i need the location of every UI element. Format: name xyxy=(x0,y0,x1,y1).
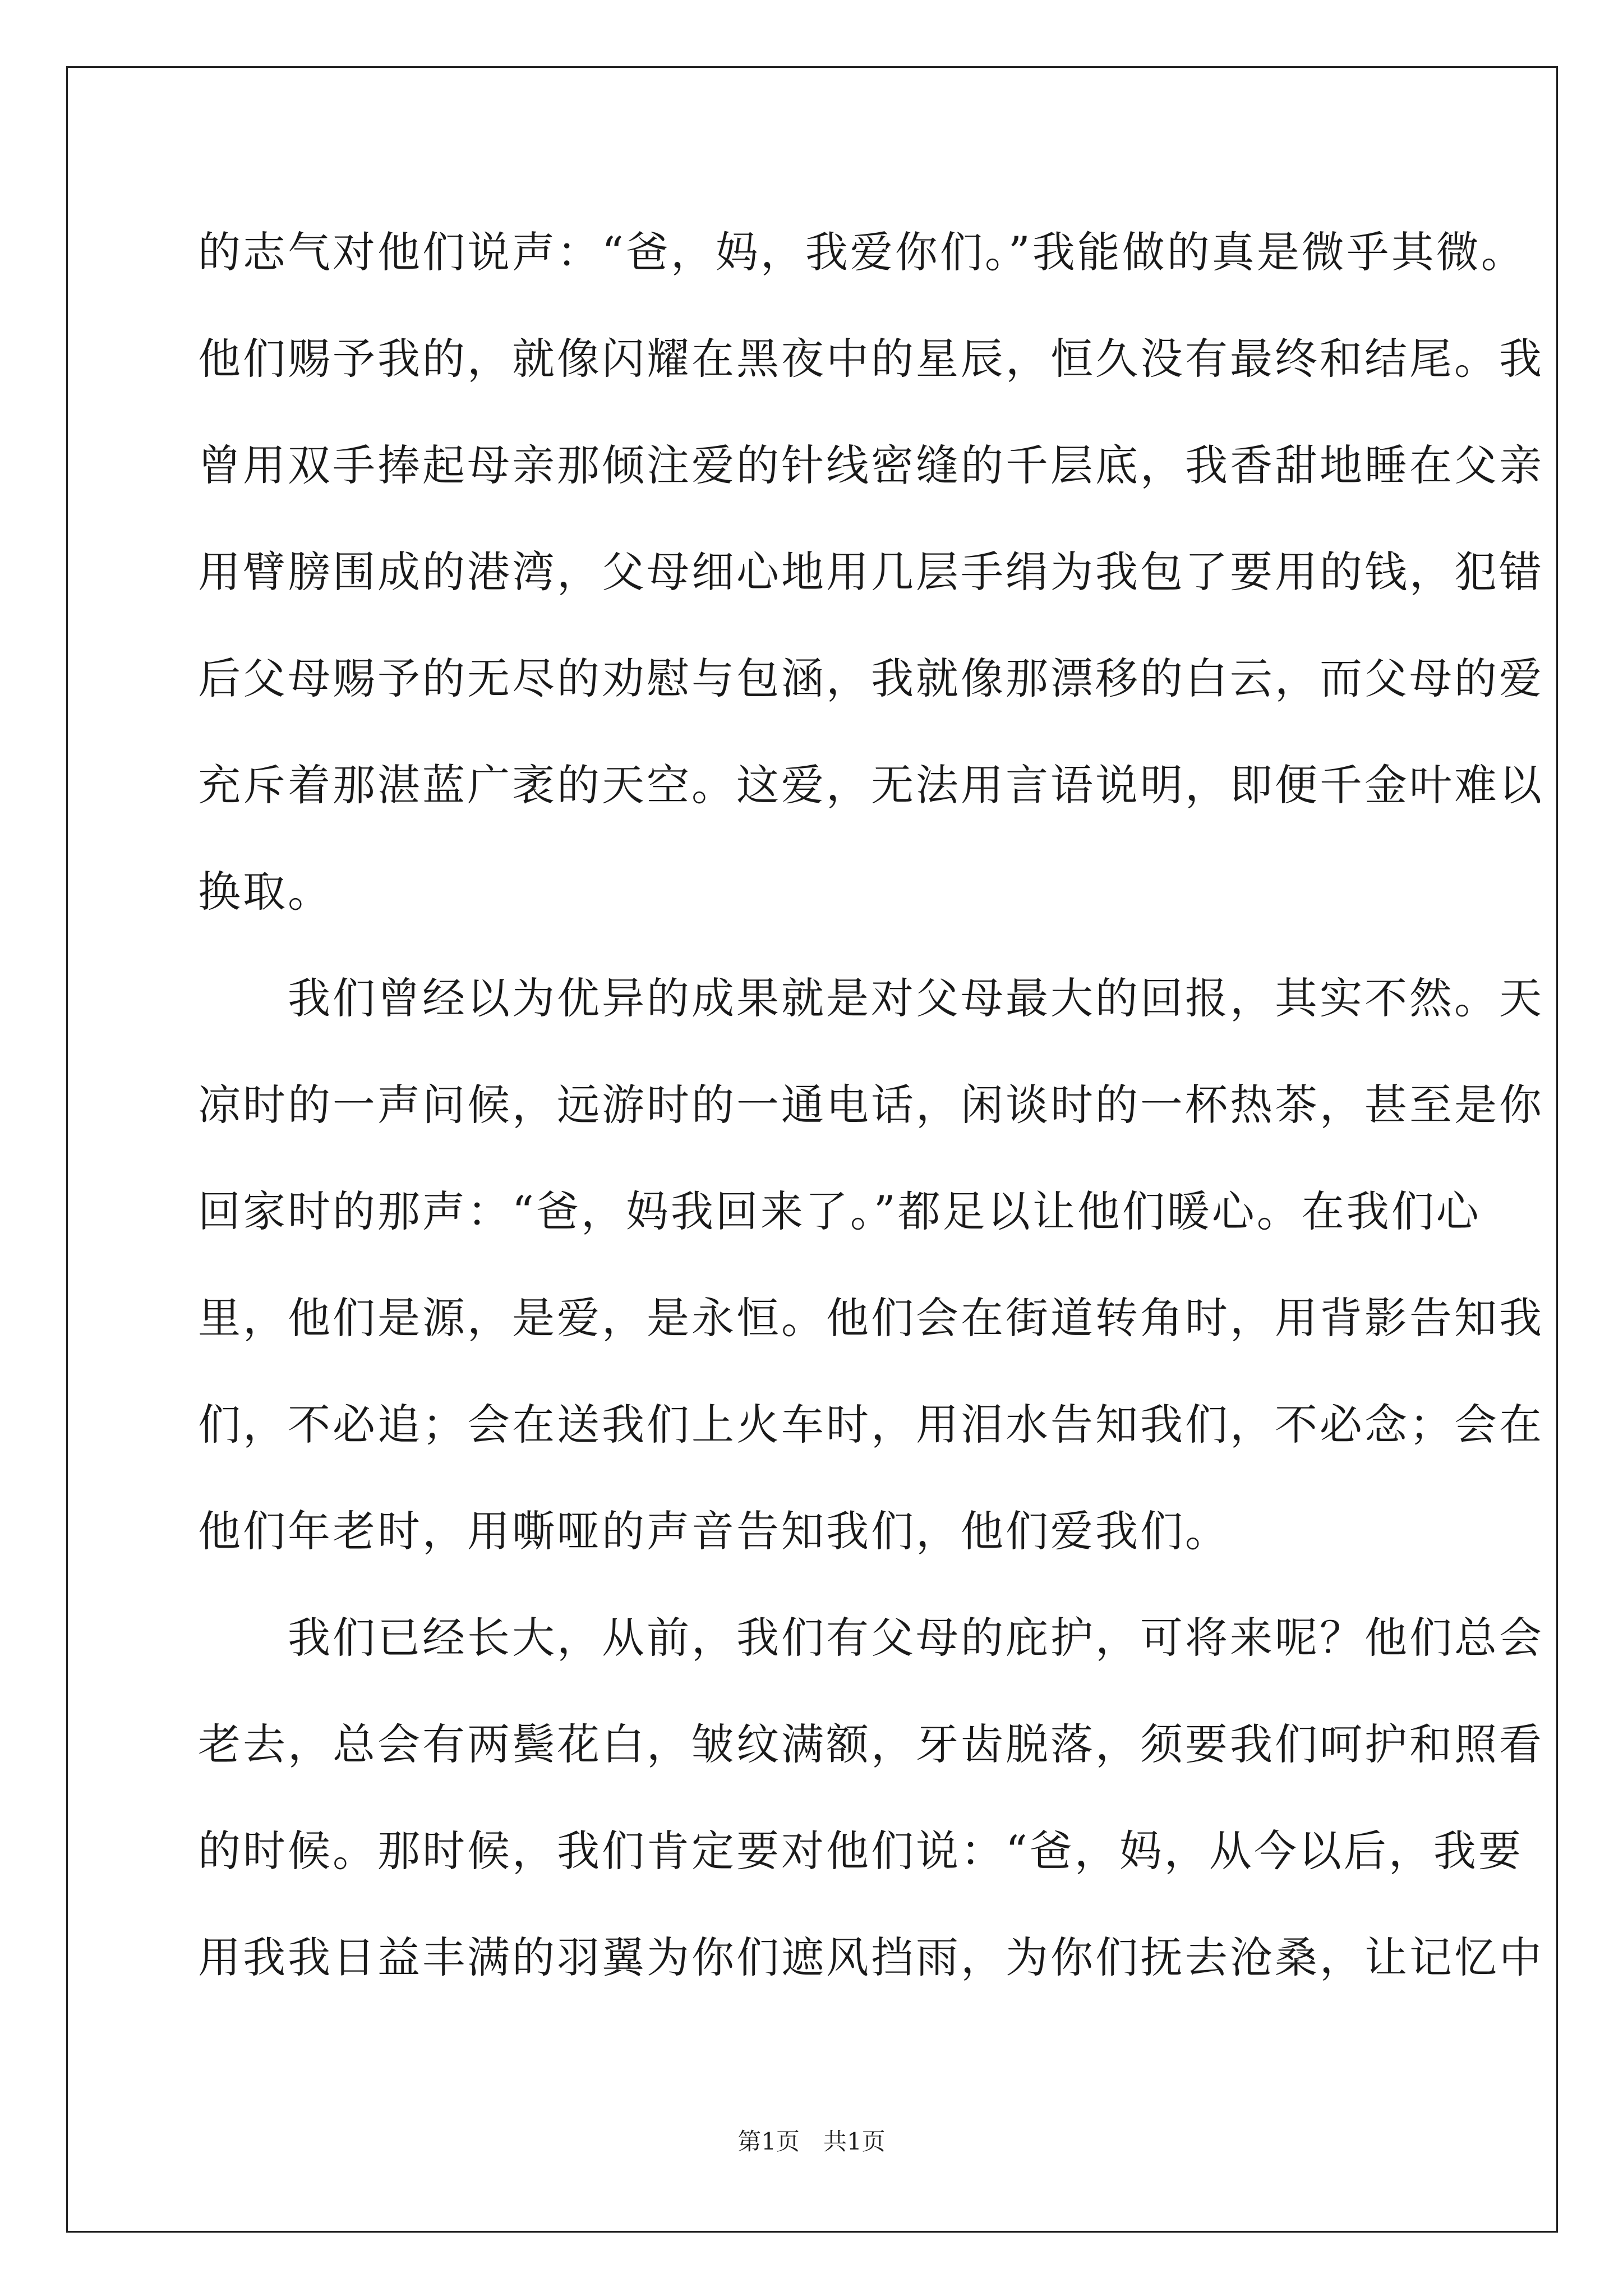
text-line: 回家时的那声：“爸，妈我回来了。”都足以让他们暖心。在我们心 xyxy=(198,1186,1481,1236)
text-line: 凉时的一声问候，远游时的一通电话，闲谈时的一杯热茶，甚至是你 xyxy=(198,1080,1544,1130)
text-line: 换取。 xyxy=(198,867,333,917)
text-line: 曾用双手捧起母亲那倾注爱的针线密缝的千层底，我香甜地睡在父亲 xyxy=(198,440,1544,490)
text-line: 我们曾经以为优异的成果就是对父母最大的回报，其实不然。天 xyxy=(198,973,1544,1023)
text-line: 充斥着那湛蓝广袤的天空。这爱，无法用言语说明，即便千金叶难以 xyxy=(198,760,1544,810)
text-line: 他们年老时，用嘶哑的声音告知我们，他们爱我们。 xyxy=(198,1506,1230,1556)
text-line: 老去，总会有两鬓花白，皱纹满额，牙齿脱落，须要我们呵护和照看 xyxy=(198,1719,1544,1769)
text-line: 我们已经长大，从前，我们有父母的庇护，可将来呢？他们总会 xyxy=(198,1613,1544,1663)
text-line: 们，不必追；会在送我们上火车时，用泪水告知我们，不必念；会在 xyxy=(198,1400,1544,1450)
text-line: 的志气对他们说声：“爸，妈，我爱你们。”我能做的真是微乎其微。 xyxy=(198,227,1526,277)
text-line: 用臂膀围成的港湾，父母细心地用几层手绢为我包了要用的钱，犯错 xyxy=(198,547,1544,597)
text-line: 里，他们是源，是爱，是永恒。他们会在街道转角时，用背影告知我 xyxy=(198,1293,1544,1343)
text-line: 后父母赐予的无尽的劝慰与包涵，我就像那漂移的白云，而父母的爱 xyxy=(198,654,1544,703)
page-number-footer: 第1页 共1页 xyxy=(737,2128,886,2155)
text-line: 他们赐予我的，就像闪耀在黑夜中的星辰，恒久没有最终和结尾。我 xyxy=(198,334,1544,384)
text-line: 用我我日益丰满的羽翼为你们遮风挡雨，为你们抚去沧桑，让记忆中 xyxy=(198,1932,1544,1982)
text-line: 的时候。那时候，我们肯定要对他们说：“爸，妈，从今以后，我要 xyxy=(198,1826,1523,1876)
